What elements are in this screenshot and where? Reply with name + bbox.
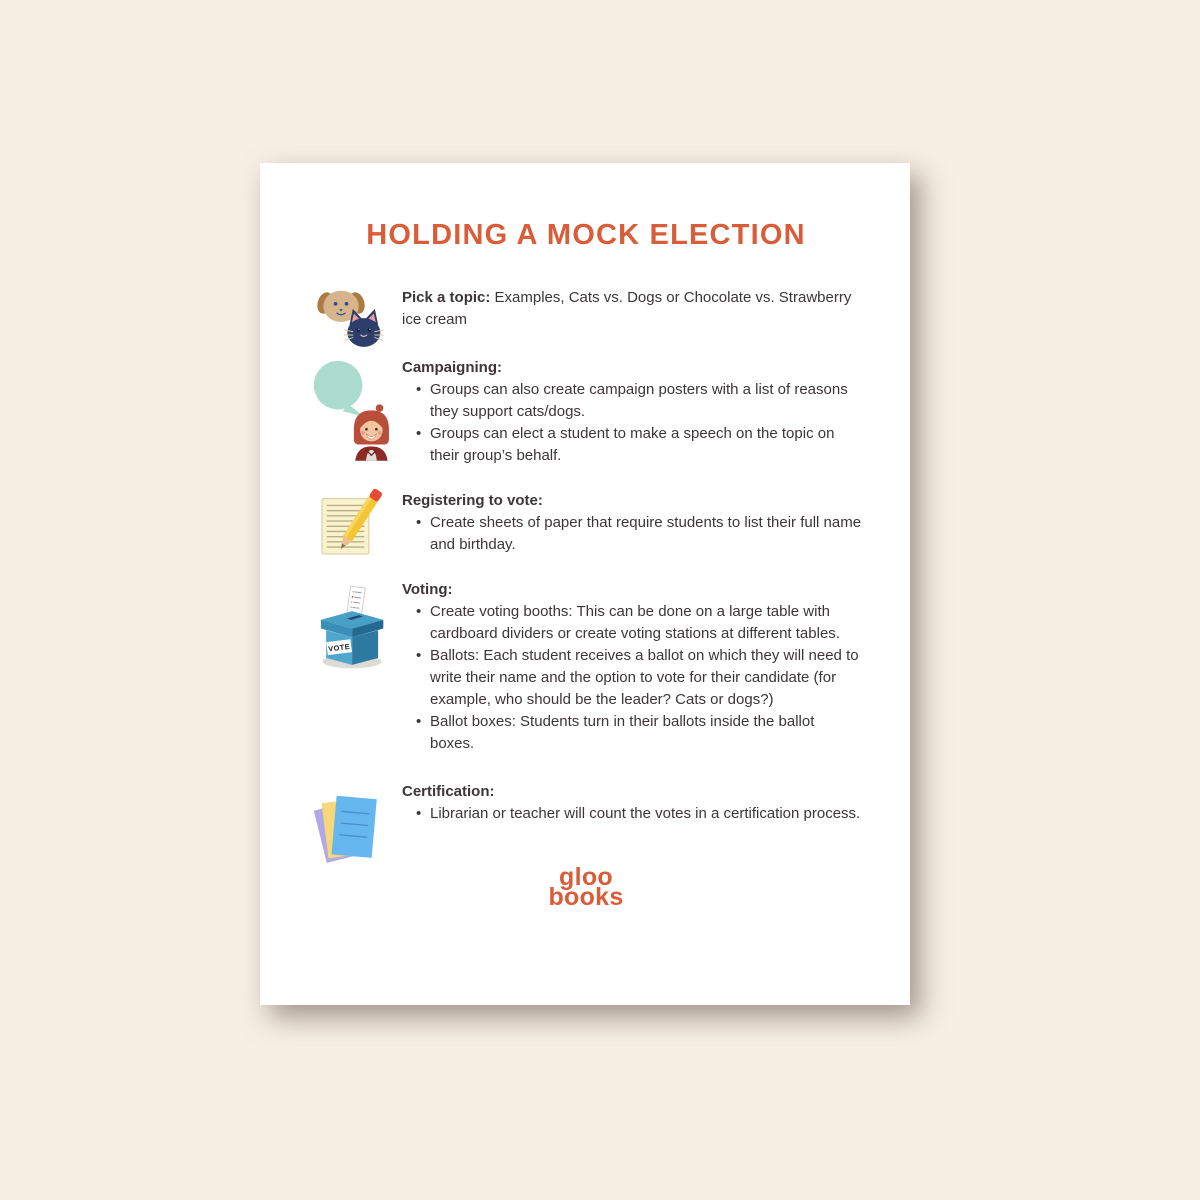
campaigning-heading: Campaigning: <box>402 359 502 376</box>
document-page <box>260 163 910 1005</box>
bullet-item: • Librarian or teacher will count the votes in a certification process. <box>416 803 862 825</box>
certification-bullets <box>402 803 862 825</box>
bullet-item: • Create voting booths: This can be done on a large table with cardboard dividers or create voting stations at different tables. <box>416 601 862 645</box>
registering-heading: Registering to vote: <box>402 492 543 509</box>
bullet-item: • Groups can elect a student to make a speech on the topic on their group’s behalf. <box>416 423 862 467</box>
voting-bullets <box>402 601 862 755</box>
section-registering-to-vote <box>310 490 862 556</box>
voting-heading: Voting: <box>402 581 453 598</box>
dog-cat-icon <box>314 281 390 357</box>
section-certification <box>310 781 862 825</box>
campaigning-bullets <box>402 379 862 467</box>
certification-heading: Certification: <box>402 783 495 800</box>
bullet-item: • Groups can also create campaign posters with a list of reasons they support cats/dogs. <box>416 379 862 423</box>
papers-stack-icon <box>310 784 390 878</box>
speech-bubble-girl-icon <box>312 357 402 461</box>
section-campaigning <box>310 357 862 467</box>
pick-a-topic-text <box>402 287 862 331</box>
vote-label: VOTE <box>327 641 351 654</box>
registering-bullets <box>402 512 862 556</box>
bullet-item: • Ballot boxes: Students turn in their ballots inside the ballot boxes. <box>416 711 862 755</box>
pick-a-topic-body: Examples, Cats vs. Dogs or Chocolate vs. Strawberry ice cream <box>402 289 852 328</box>
bullet-item: • Ballots: Each student receives a ballot on which they will need to write their name and the option to vote for their candidate (for example, who should be the leader? Cats or dogs?) <box>416 645 862 711</box>
paper-pencil-icon <box>316 488 394 568</box>
pick-a-topic-heading: Pick a topic: <box>402 289 491 306</box>
ballot-box-icon <box>314 585 392 672</box>
bullet-item: • Create sheets of paper that require students to list their full name and birthday. <box>416 512 862 556</box>
section-voting <box>310 579 862 755</box>
page-title: HOLDING A MOCK ELECTION <box>366 219 806 251</box>
section-pick-a-topic <box>310 287 862 331</box>
gloo-books-logo <box>310 863 862 911</box>
logo-line-2: books <box>548 883 624 911</box>
logo-line-1: gloo <box>559 863 613 891</box>
